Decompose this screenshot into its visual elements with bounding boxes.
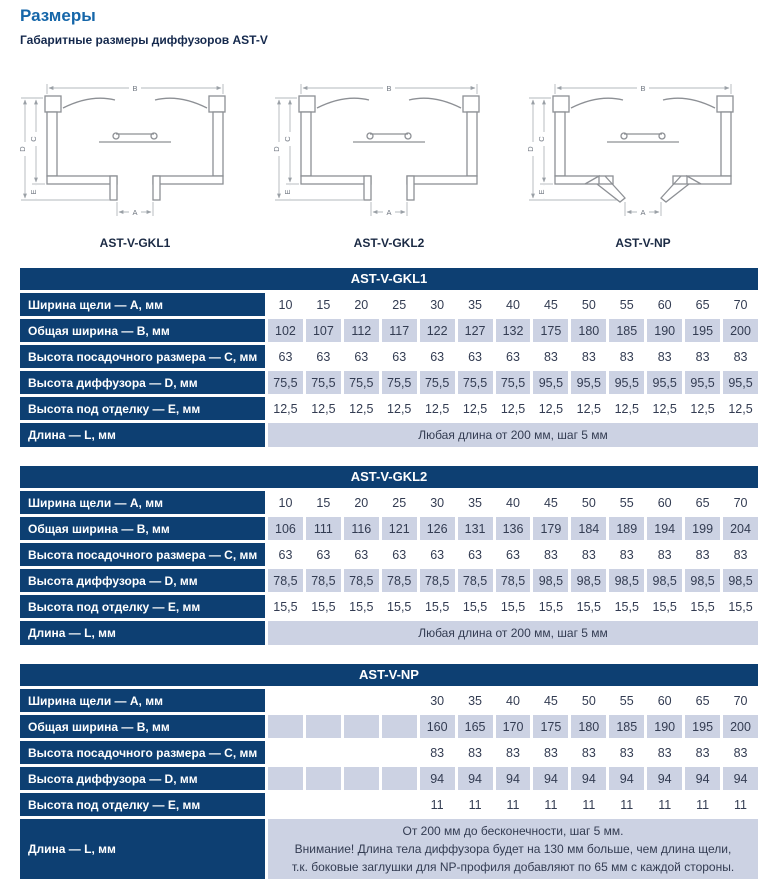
dim-value-cell: 12,5 <box>652 401 677 416</box>
row-span-value <box>268 621 758 645</box>
dim-value-cell <box>306 741 341 764</box>
dim-value-cell: 185 <box>609 715 644 738</box>
dim-value-cell: 60 <box>657 297 672 312</box>
table-title: AST-V-GKL1 <box>20 268 758 290</box>
dim-value-cell: 11 <box>430 797 444 812</box>
dim-value-cell: 95,5 <box>647 371 682 394</box>
svg-text:A: A <box>132 208 138 217</box>
dim-value-cell: 50 <box>581 495 596 510</box>
row-label: Высота посадочного размера — C, мм <box>20 345 265 368</box>
dim-value-cell: 15 <box>316 297 331 312</box>
row-label: Высота диффузора — D, мм <box>20 767 265 790</box>
dim-value-cell: 78,5 <box>382 569 417 592</box>
span-value-line: От 200 мм до бесконечности, шаг 5 мм. <box>402 824 624 838</box>
dim-value-cell: 94 <box>723 767 758 790</box>
dim-value-cell: 78,5 <box>458 569 493 592</box>
dim-value-cell: 165 <box>458 715 493 738</box>
dim-value-cell: 83 <box>657 349 672 364</box>
dim-value-cell: 98,5 <box>571 569 606 592</box>
dim-value-cell: 70 <box>733 693 748 708</box>
svg-text:D: D <box>18 146 27 152</box>
dim-value-cell: 94 <box>647 767 682 790</box>
dimension-table <box>20 664 758 879</box>
diffuser-figure <box>520 80 766 250</box>
figure-caption: AST-V-GKL1 <box>99 236 171 250</box>
dim-value-cell: 15,5 <box>424 599 450 614</box>
dim-value-cell: 78,5 <box>344 569 379 592</box>
diffuser-figure <box>12 80 258 250</box>
dim-value-cell: 83 <box>506 745 520 760</box>
dim-value-cell: 50 <box>581 693 596 708</box>
dim-value-cell: 11 <box>734 797 748 812</box>
dim-value-cell <box>268 689 303 712</box>
dim-value-cell: 35 <box>468 495 483 510</box>
dim-value-cell: 50 <box>581 297 596 312</box>
dim-value-cell: 11 <box>696 797 710 812</box>
dim-value-cell: 12,5 <box>424 401 450 416</box>
table-row <box>20 543 758 566</box>
svg-text:B: B <box>640 84 646 93</box>
dim-value-cell: 184 <box>571 517 606 540</box>
dim-value-cell: 75,5 <box>496 371 531 394</box>
dim-value-cell: 35 <box>468 693 483 708</box>
table-row <box>20 423 758 447</box>
table-row <box>20 595 758 618</box>
dim-value-cell: 11 <box>468 797 482 812</box>
dim-value-cell: 180 <box>571 715 606 738</box>
dim-value-cell: 75,5 <box>382 371 417 394</box>
row-label: Высота под отделку — E, мм <box>20 397 265 420</box>
dim-value-cell: 78,5 <box>496 569 531 592</box>
dim-value-cell: 94 <box>571 767 606 790</box>
dim-value-cell: 94 <box>496 767 531 790</box>
dim-value-cell: 12,5 <box>576 401 601 416</box>
dim-value-cell <box>382 741 417 764</box>
dim-value-cell: 94 <box>685 767 720 790</box>
dim-value-cell: 106 <box>268 517 303 540</box>
dim-value-cell: 83 <box>733 349 748 364</box>
dim-value-cell: 200 <box>723 319 758 342</box>
dim-value-cell: 12,5 <box>690 401 715 416</box>
dim-value-cell: 112 <box>344 319 379 342</box>
dim-value-cell: 94 <box>609 767 644 790</box>
dim-value-cell: 180 <box>571 319 606 342</box>
dim-value-cell <box>306 689 341 712</box>
dim-value-cell: 10 <box>278 495 293 510</box>
dim-value-cell: 83 <box>619 547 634 562</box>
dim-value-cell: 102 <box>268 319 303 342</box>
dim-value-cell: 45 <box>543 693 558 708</box>
dim-value-cell: 15,5 <box>652 599 677 614</box>
dim-value-cell: 98,5 <box>723 569 758 592</box>
dim-value-cell: 83 <box>543 349 558 364</box>
dim-value-cell: 60 <box>657 495 672 510</box>
dim-value-cell: 189 <box>609 517 644 540</box>
dim-value-cell: 12,5 <box>273 401 298 416</box>
svg-text:A: A <box>386 208 392 217</box>
dim-value-cell: 55 <box>619 495 634 510</box>
dim-value-cell: 95,5 <box>571 371 606 394</box>
dim-value-cell: 15,5 <box>311 599 336 614</box>
dim-value-cell: 190 <box>647 715 682 738</box>
table-title: AST-V-GKL2 <box>20 466 758 488</box>
dim-value-cell: 45 <box>543 495 558 510</box>
row-label: Общая ширина — B, мм <box>20 517 265 540</box>
row-label: Высота посадочного размера — C, мм <box>20 543 265 566</box>
dim-value-cell: 75,5 <box>458 371 493 394</box>
dim-value-cell: 95,5 <box>685 371 720 394</box>
dim-value-cell: 83 <box>695 547 710 562</box>
table-row <box>20 793 758 816</box>
table-row <box>20 397 758 420</box>
dim-value-cell: 40 <box>506 495 520 510</box>
dim-value-cell: 45 <box>543 297 558 312</box>
dim-value-cell: 63 <box>430 547 445 562</box>
dim-value-cell: 170 <box>496 715 531 738</box>
dim-value-cell: 63 <box>316 349 331 364</box>
dim-value-cell: 83 <box>581 349 596 364</box>
dim-value-cell: 75,5 <box>306 371 341 394</box>
dim-value-cell <box>344 767 379 790</box>
row-span-value <box>268 423 758 447</box>
dim-value-cell: 12,5 <box>538 401 564 416</box>
dim-value-cell: 15,5 <box>349 599 374 614</box>
dim-value-cell: 12,5 <box>728 401 753 416</box>
dim-value-cell: 63 <box>278 547 293 562</box>
dim-value-cell: 15,5 <box>538 599 564 614</box>
dim-value-cell: 75,5 <box>344 371 379 394</box>
dim-value-cell: 11 <box>544 797 558 812</box>
row-label: Высота диффузора — D, мм <box>20 569 265 592</box>
dim-value-cell: 179 <box>533 517 568 540</box>
dim-value-cell: 75,5 <box>420 371 455 394</box>
dim-value-cell: 185 <box>609 319 644 342</box>
dim-value-cell: 15,5 <box>500 599 526 614</box>
svg-text:A: A <box>640 208 646 217</box>
dim-value-cell: 20 <box>354 297 369 312</box>
dim-value-cell: 15,5 <box>273 599 298 614</box>
dim-value-cell: 70 <box>733 297 748 312</box>
row-label: Длина — L, мм <box>20 819 265 879</box>
svg-text:B: B <box>132 84 138 93</box>
dim-value-cell: 65 <box>695 495 710 510</box>
dim-value-cell: 15,5 <box>614 599 639 614</box>
table-row <box>20 491 758 514</box>
dim-value-cell: 175 <box>533 319 568 342</box>
dim-value-cell: 98,5 <box>647 569 682 592</box>
dim-value-cell: 136 <box>496 517 531 540</box>
dim-value-cell: 75,5 <box>268 371 303 394</box>
dim-value-cell: 63 <box>278 349 293 364</box>
dim-value-cell: 65 <box>695 693 710 708</box>
dim-value-cell: 65 <box>695 297 710 312</box>
dim-value-cell: 95,5 <box>609 371 644 394</box>
dim-value-cell: 12,5 <box>311 401 336 416</box>
dim-value-cell: 107 <box>306 319 341 342</box>
dim-value-cell: 10 <box>278 297 293 312</box>
table-title: AST-V-NP <box>20 664 758 686</box>
dim-value-cell: 95,5 <box>723 371 758 394</box>
row-label: Длина — L, мм <box>20 423 265 447</box>
dim-value-cell: 98,5 <box>685 569 720 592</box>
dim-value-cell: 12,5 <box>500 401 526 416</box>
dim-value-cell <box>344 689 379 712</box>
dim-value-cell <box>306 715 341 738</box>
table-row <box>20 689 758 712</box>
figure-caption: AST-V-GKL2 <box>353 236 425 250</box>
dim-value-cell <box>306 793 341 816</box>
dim-value-cell: 121 <box>382 517 417 540</box>
dim-value-cell: 11 <box>506 797 520 812</box>
dim-value-cell: 11 <box>620 797 634 812</box>
dim-value-cell: 11 <box>658 797 672 812</box>
dim-value-cell: 160 <box>420 715 455 738</box>
row-label: Длина — L, мм <box>20 621 265 645</box>
dim-value-cell <box>268 741 303 764</box>
dim-value-cell: 83 <box>695 745 710 760</box>
svg-text:C: C <box>29 136 38 142</box>
row-label: Высота диффузора — D, мм <box>20 371 265 394</box>
dim-value-cell: 70 <box>733 495 748 510</box>
dim-value-cell <box>268 793 303 816</box>
dim-value-cell <box>344 715 379 738</box>
dim-value-cell: 60 <box>657 693 672 708</box>
dim-value-cell: 94 <box>533 767 568 790</box>
dim-value-cell: 83 <box>657 745 672 760</box>
dim-value-cell: 83 <box>695 349 710 364</box>
svg-text:B: B <box>386 84 392 93</box>
span-value-line: Любая длина от 200 мм, шаг 5 мм <box>418 626 608 640</box>
span-value-line: Любая длина от 200 мм, шаг 5 мм <box>418 428 608 442</box>
dim-value-cell: 15,5 <box>387 599 412 614</box>
row-label: Ширина щели — A, мм <box>20 293 265 316</box>
svg-text:D: D <box>272 146 281 152</box>
dim-value-cell: 40 <box>506 297 520 312</box>
span-value-line: т.к. боковые заглушки для NP-профиля добавляют по 65 мм с каждой стороны. <box>291 860 735 874</box>
dim-value-cell: 83 <box>543 547 558 562</box>
page-subtitle: Габаритные размеры диффузоров AST-V <box>20 33 268 48</box>
diagrams-row <box>12 80 766 250</box>
page-title: Размеры <box>20 6 96 25</box>
dim-value-cell: 175 <box>533 715 568 738</box>
table-row <box>20 569 758 592</box>
dim-value-cell: 63 <box>506 349 520 364</box>
table-row <box>20 293 758 316</box>
span-value-line: Внимание! Длина тела диффузора будет на 130 мм больше, чем длина щели, <box>294 842 732 856</box>
dim-value-cell: 15,5 <box>462 599 488 614</box>
dim-value-cell: 30 <box>430 297 445 312</box>
dim-value-cell: 40 <box>506 693 520 708</box>
table-row <box>20 345 758 368</box>
table-row <box>20 741 758 764</box>
doc-header <box>20 6 268 47</box>
dim-value-cell: 55 <box>619 693 634 708</box>
svg-text:C: C <box>537 136 546 142</box>
dim-value-cell <box>344 793 379 816</box>
dim-value-cell: 204 <box>723 517 758 540</box>
table-row <box>20 517 758 540</box>
dim-value-cell <box>306 767 341 790</box>
table-row <box>20 319 758 342</box>
dim-value-cell: 94 <box>458 767 493 790</box>
dim-value-cell: 63 <box>468 349 483 364</box>
table-row <box>20 371 758 394</box>
row-label: Высота под отделку — E, мм <box>20 793 265 816</box>
dim-value-cell: 12,5 <box>462 401 488 416</box>
dim-value-cell <box>382 689 417 712</box>
dim-value-cell: 131 <box>458 517 493 540</box>
dim-value-cell: 190 <box>647 319 682 342</box>
dim-value-cell: 63 <box>392 547 407 562</box>
diffuser-cross-section-diagram <box>271 80 507 230</box>
dim-value-cell: 30 <box>430 693 445 708</box>
dim-value-cell: 20 <box>354 495 369 510</box>
dim-value-cell: 127 <box>458 319 493 342</box>
dim-value-cell: 15 <box>316 495 331 510</box>
dim-value-cell: 83 <box>581 547 596 562</box>
dimension-tables <box>20 268 758 879</box>
figure-caption: AST-V-NP <box>615 236 671 250</box>
dim-value-cell: 199 <box>685 517 720 540</box>
dim-value-cell: 83 <box>619 745 634 760</box>
svg-text:E: E <box>283 189 292 195</box>
dim-value-cell: 83 <box>430 745 445 760</box>
row-label: Высота посадочного размера — C, мм <box>20 741 265 764</box>
dim-value-cell: 111 <box>306 517 341 540</box>
dim-value-cell: 117 <box>382 319 417 342</box>
dim-value-cell: 194 <box>647 517 682 540</box>
dim-value-cell: 55 <box>619 297 634 312</box>
dim-value-cell: 83 <box>619 349 634 364</box>
svg-text:C: C <box>283 136 292 142</box>
dim-value-cell: 95,5 <box>533 371 568 394</box>
dim-value-cell: 12,5 <box>349 401 374 416</box>
row-label: Высота под отделку — E, мм <box>20 595 265 618</box>
dim-value-cell: 15,5 <box>690 599 715 614</box>
dim-value-cell: 94 <box>420 767 455 790</box>
dim-value-cell: 116 <box>344 517 379 540</box>
dim-value-cell: 12,5 <box>387 401 412 416</box>
table-row <box>20 767 758 790</box>
dim-value-cell: 78,5 <box>420 569 455 592</box>
dim-value-cell: 63 <box>354 547 369 562</box>
table-row <box>20 621 758 645</box>
dim-value-cell: 98,5 <box>533 569 568 592</box>
dim-value-cell: 11 <box>582 797 596 812</box>
dim-value-cell <box>382 715 417 738</box>
svg-text:E: E <box>29 189 38 195</box>
table-row <box>20 819 758 879</box>
dim-value-cell: 83 <box>657 547 672 562</box>
dim-value-cell <box>344 741 379 764</box>
row-label: Общая ширина — B, мм <box>20 319 265 342</box>
dim-value-cell: 63 <box>354 349 369 364</box>
dim-value-cell <box>382 793 417 816</box>
dim-value-cell: 83 <box>733 745 748 760</box>
row-label: Ширина щели — A, мм <box>20 491 265 514</box>
dim-value-cell <box>382 767 417 790</box>
dim-value-cell <box>268 767 303 790</box>
svg-text:E: E <box>537 189 546 195</box>
dim-value-cell: 35 <box>468 297 483 312</box>
dim-value-cell: 25 <box>392 495 407 510</box>
dim-value-cell: 78,5 <box>268 569 303 592</box>
dim-value-cell: 200 <box>723 715 758 738</box>
dim-value-cell: 63 <box>316 547 331 562</box>
dim-value-cell: 25 <box>392 297 407 312</box>
dim-value-cell: 132 <box>496 319 531 342</box>
dim-value-cell: 195 <box>685 715 720 738</box>
dim-value-cell: 63 <box>392 349 407 364</box>
dim-value-cell: 122 <box>420 319 455 342</box>
dim-value-cell: 83 <box>581 745 596 760</box>
diffuser-figure <box>266 80 512 250</box>
dim-value-cell: 98,5 <box>609 569 644 592</box>
dim-value-cell: 63 <box>506 547 520 562</box>
dimension-table <box>20 268 758 447</box>
dim-value-cell: 30 <box>430 495 445 510</box>
dim-value-cell: 126 <box>420 517 455 540</box>
dim-value-cell: 63 <box>430 349 445 364</box>
row-label: Общая ширина — B, мм <box>20 715 265 738</box>
dim-value-cell: 78,5 <box>306 569 341 592</box>
dim-value-cell: 12,5 <box>614 401 639 416</box>
dim-value-cell: 83 <box>543 745 558 760</box>
dimension-table <box>20 466 758 645</box>
row-label: Ширина щели — A, мм <box>20 689 265 712</box>
dim-value-cell: 83 <box>733 547 748 562</box>
dim-value-cell: 15,5 <box>576 599 601 614</box>
table-row <box>20 715 758 738</box>
diffuser-cross-section-diagram <box>17 80 253 230</box>
svg-text:D: D <box>526 146 535 152</box>
diffuser-cross-section-diagram <box>525 80 761 230</box>
dim-value-cell: 83 <box>468 745 483 760</box>
dim-value-cell: 63 <box>468 547 483 562</box>
dim-value-cell: 195 <box>685 319 720 342</box>
dim-value-cell <box>268 715 303 738</box>
row-span-value <box>268 819 758 879</box>
dim-value-cell: 15,5 <box>728 599 753 614</box>
